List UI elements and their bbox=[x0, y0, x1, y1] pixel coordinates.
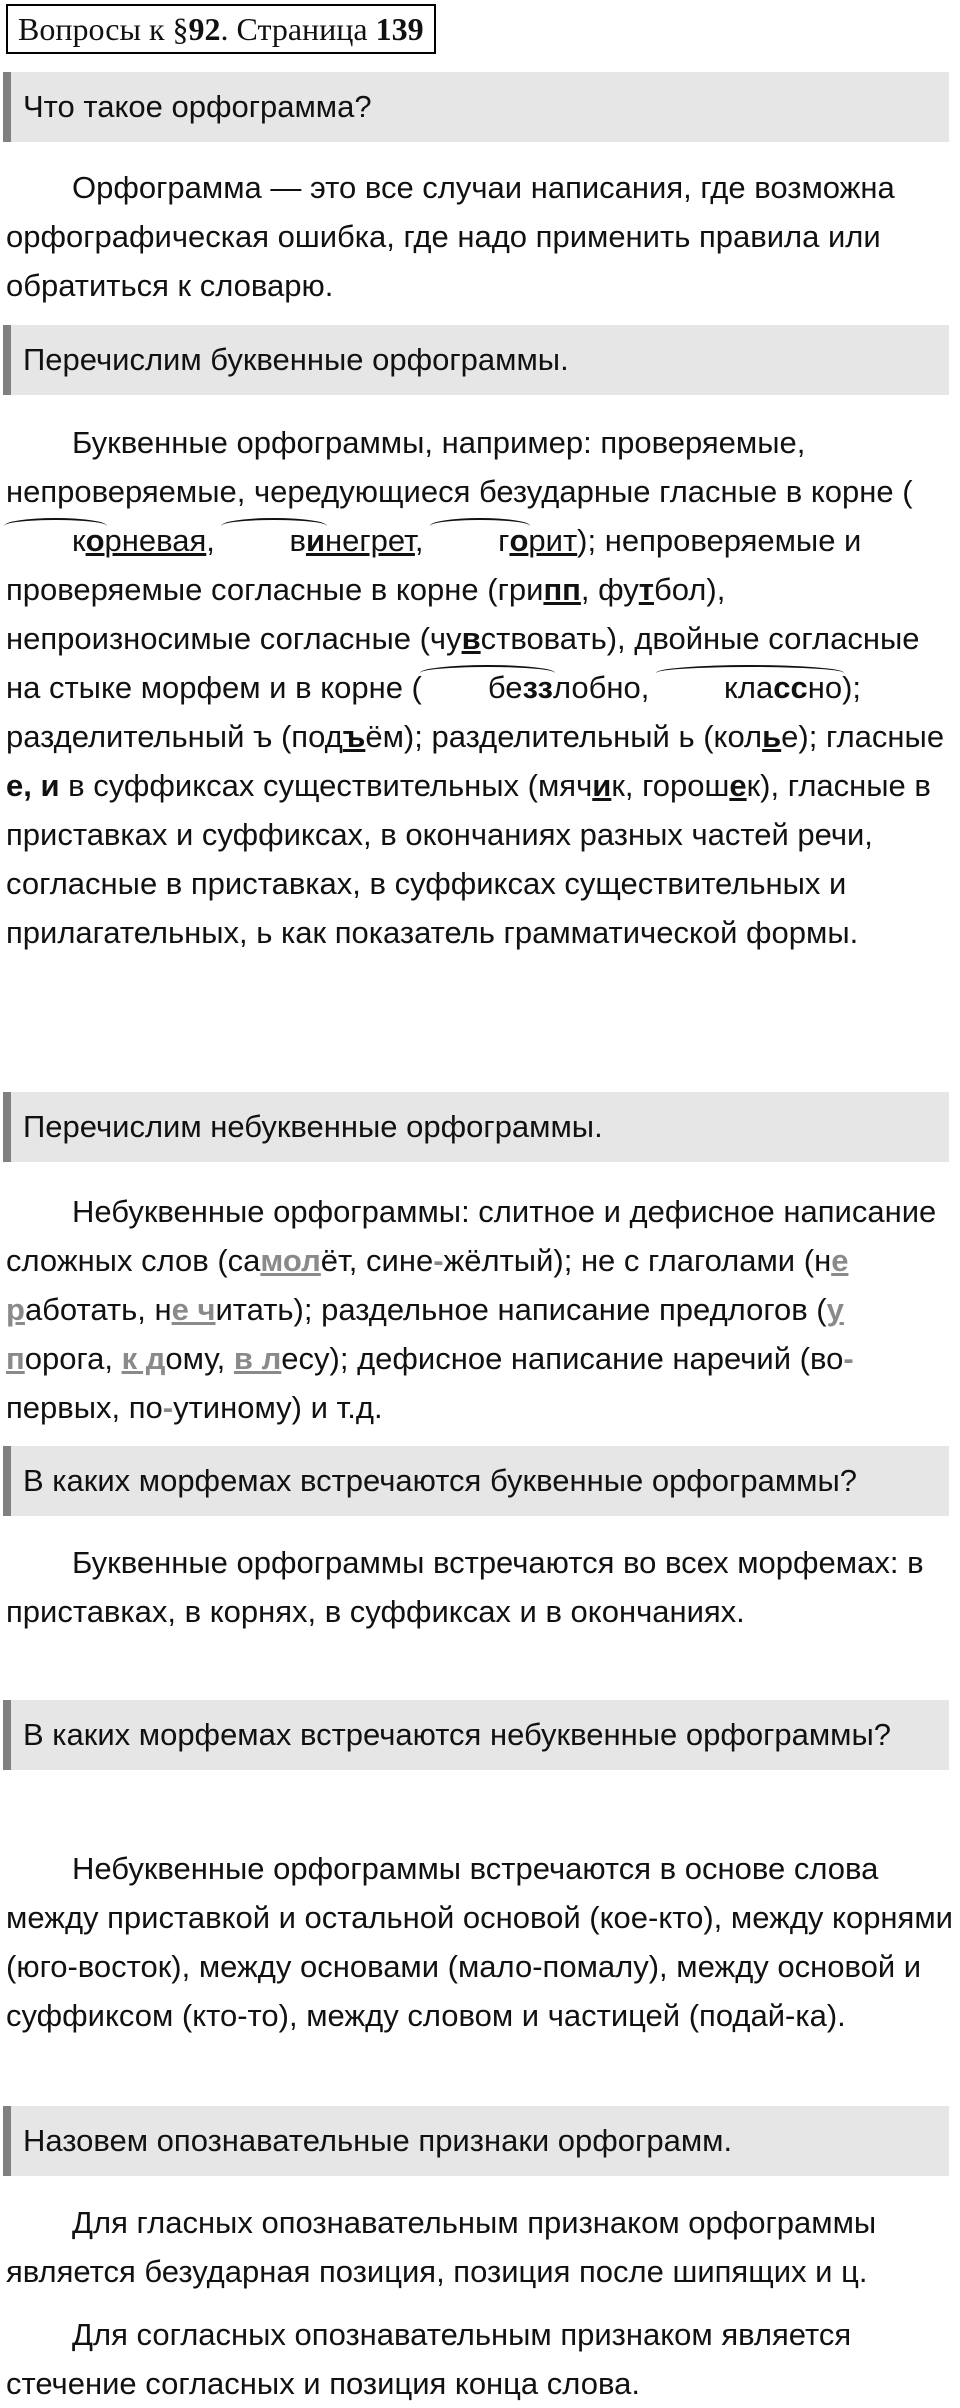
page-word: . Страница bbox=[220, 11, 376, 47]
question-2: Перечислим буквенные орфограммы. bbox=[3, 325, 949, 395]
answer-2: Буквенные орфограммы, например: проверяемые, непроверяемые, чередующиеся безударные гласные в корне (корневая, винегрет, горит); непроверяемые и проверяемые согласные в корне (грипп, футбол), непроизносимые согласные (чувствовать), двойные согласные на стыке морфем и в корне ( беззлобно, классно); разделительный ъ (подъём); разделительный ь (колье); гласные е, и в суффиксах существительных (мячик, горошек), гласные в приставках и суффиксах, в окончаниях разных частей речи, согласные в приставках, в суффиксах существительных и прилагательных, ь как показатель грамматической формы. bbox=[6, 425, 945, 950]
question-4: В каких морфемах встречаются буквенные орфограммы? bbox=[3, 1446, 949, 1516]
answer-6a: Для гласных опознавательным признаком орфограммы является безударная позиция, позиция после шипящих и ц. bbox=[6, 2205, 877, 2289]
answer-3: Небуквенные орфограммы: слитное и дефисное написание сложных слов (самолёт, сине-жёлтый); не с глаголами (не работать, не читать); раздельное написание предлогов (у порога, к дому, в лесу); дефисное написание наречий (во-первых, по-утиному) и т.д. bbox=[6, 1194, 937, 1425]
question-5: В каких морфемах встречаются небуквенные орфограммы? bbox=[3, 1700, 949, 1770]
answer-6b: Для согласных опознавательным признаком является стечение согласных и позиция конца слова. bbox=[6, 2317, 852, 2401]
question-3: Перечислим небуквенные орфограммы. bbox=[3, 1092, 949, 1162]
answer-1: Орфограмма — это все случаи написания, где возможна орфографическая ошибка, где надо применить правила или обратиться к словарю. bbox=[6, 170, 895, 303]
question-1: Что такое орфограмма? bbox=[3, 72, 949, 142]
page-title bbox=[6, 4, 436, 54]
paragraph-number: 92 bbox=[188, 11, 221, 47]
title-prefix: Вопросы к § bbox=[18, 11, 189, 47]
answer-4: Буквенные орфограммы встречаются во всех морфемах: в приставках, в корнях, в суффиксах и в окончаниях. bbox=[6, 1545, 924, 1629]
page-number: 139 bbox=[375, 11, 424, 47]
answer-5: Небуквенные орфограммы встречаются в основе слова между приставкой и остальной основой (кое-кто), между корнями (юго-восток), между основами (мало-помалу), между основой и суффиксом (кто-то), между словом и частицей (подай-ка). bbox=[6, 1851, 953, 2033]
question-6: Назовем опознавательные признаки орфограмм. bbox=[3, 2106, 949, 2176]
